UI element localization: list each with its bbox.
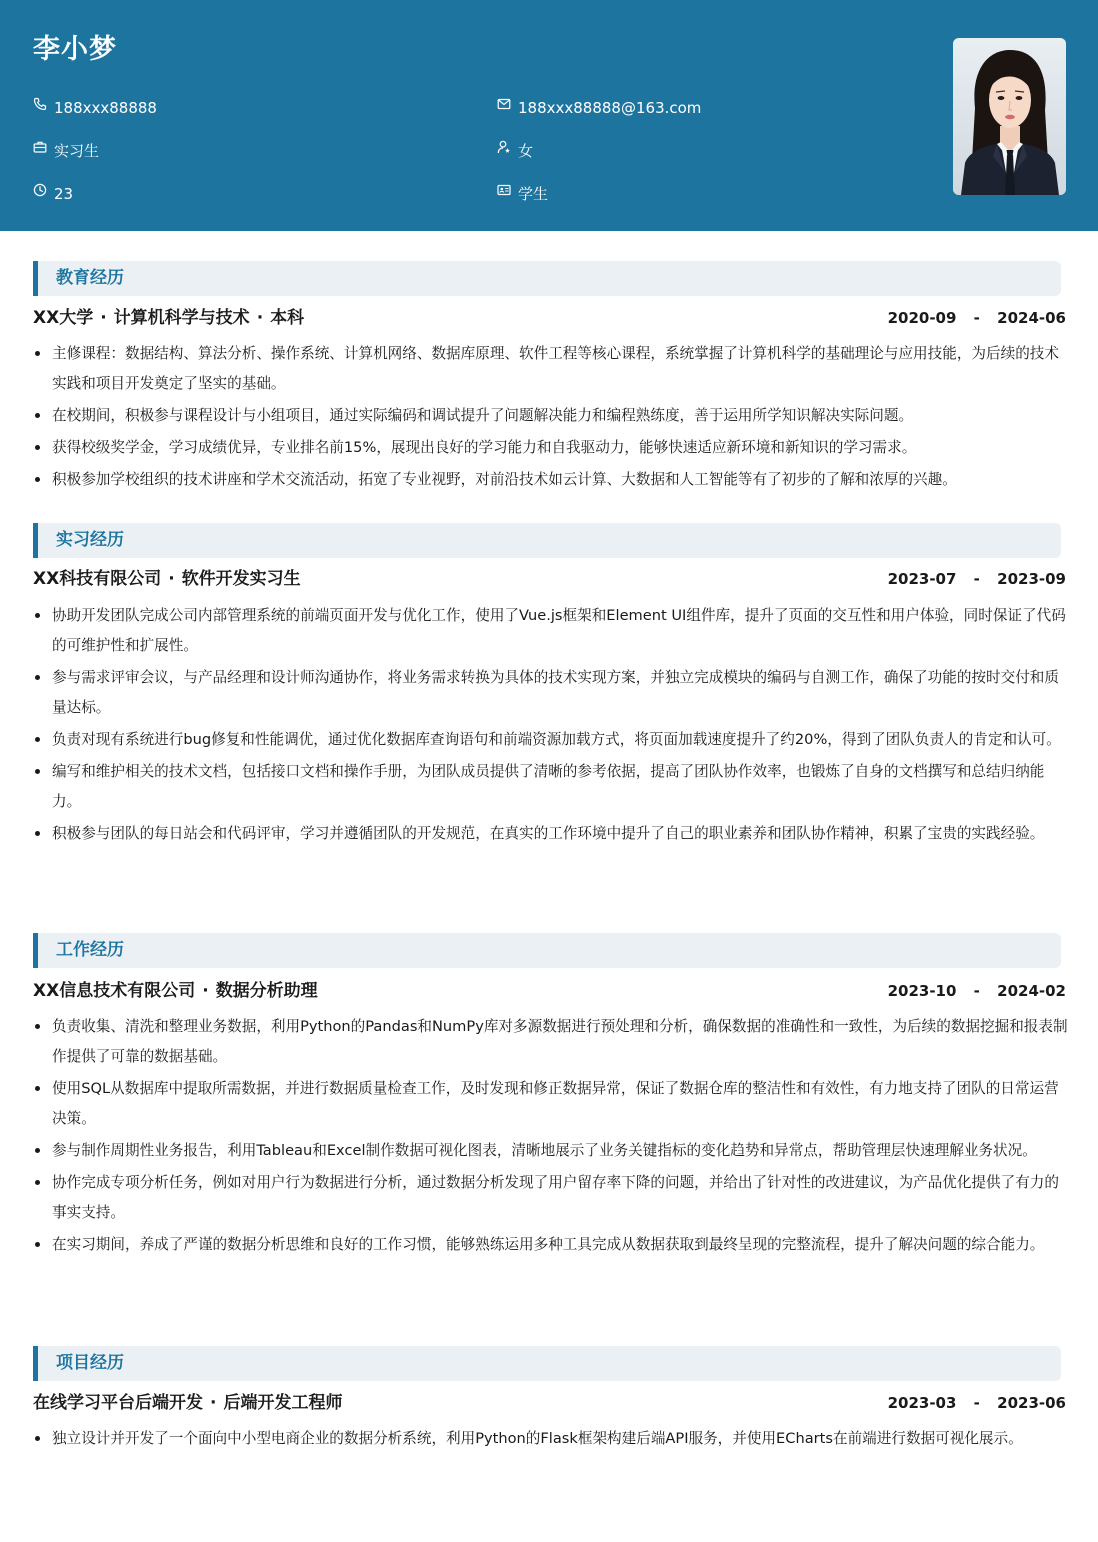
entry-date-range bbox=[888, 567, 1066, 591]
role-name: 软件开发实习生 bbox=[181, 569, 301, 589]
list-item: 获得校级奖学金，学习成绩优异，专业排名前15%，展现出良好的学习能力和自我驱动力，能够快速适应新环境和新知识的学习需求。 bbox=[33, 433, 1069, 463]
education-entry bbox=[33, 306, 1066, 330]
degree-name: 本科 bbox=[270, 308, 305, 328]
email-info bbox=[497, 98, 701, 118]
list-item: 使用SQL从数据库中提取所需数据，并进行数据质量检查工作，及时发现和修正数据异常，保证了数据仓库的整洁性和有效性，有力地支持了团队的日常运营决策。 bbox=[33, 1074, 1069, 1134]
date-separator: - bbox=[973, 309, 980, 327]
mail-icon bbox=[497, 97, 511, 111]
section-title: 实习经历 bbox=[56, 530, 124, 550]
phone-icon bbox=[33, 97, 47, 111]
start-date: 2023-10 bbox=[887, 982, 957, 1000]
major-name: 计算机科学与技术 bbox=[113, 308, 250, 328]
age-info bbox=[33, 184, 73, 204]
section-header-internship bbox=[33, 523, 1061, 558]
end-date: 2023-06 bbox=[997, 1394, 1066, 1412]
list-item: 参与制作周期性业务报告，利用Tableau和Excel制作数据可视化图表，清晰地展示了业务关键指标的变化趋势和异常点，帮助管理层快速理解业务状况。 bbox=[33, 1136, 1069, 1166]
email-text: 188xxx88888@163.com bbox=[518, 99, 702, 117]
section-title: 项目经历 bbox=[56, 1353, 124, 1373]
job-status-info bbox=[33, 141, 99, 161]
age-text: 23 bbox=[54, 185, 74, 203]
start-date: 2023-03 bbox=[887, 1394, 957, 1412]
end-date: 2024-06 bbox=[997, 309, 1066, 327]
project-bullet-list bbox=[33, 1424, 1069, 1456]
end-date: 2024-02 bbox=[997, 982, 1066, 1000]
internship-bullet-list bbox=[33, 601, 1069, 851]
gender-info bbox=[497, 141, 533, 161]
list-item: 负责对现有系统进行bug修复和性能调优，通过优化数据库查询语句和前端资源加载方式，将页面加载速度提升了约20%，得到了团队负责人的肯定和认可。 bbox=[33, 725, 1069, 755]
role-name: 数据分析助理 bbox=[215, 981, 318, 1001]
section-title: 教育经历 bbox=[56, 268, 124, 288]
list-item: 参与需求评审会议，与产品经理和设计师沟通协作，将业务需求转换为具体的技术实现方案，并独立完成模块的编码与自测工作，确保了功能的按时交付和质量达标。 bbox=[33, 663, 1069, 723]
id-card-icon bbox=[497, 183, 511, 197]
project-name: 在线学习平台后端开发 bbox=[33, 1393, 203, 1413]
date-separator: - bbox=[973, 982, 980, 1000]
end-date: 2023-09 bbox=[997, 570, 1066, 588]
school-name: XX大学 bbox=[33, 308, 94, 328]
company-name: XX信息技术有限公司 bbox=[33, 981, 196, 1001]
resume-header bbox=[0, 0, 1098, 231]
identity-text: 学生 bbox=[518, 185, 549, 203]
list-item: 负责收集、清洗和整理业务数据，利用Python的Pandas和NumPy库对多源数据进行预处理和分析，确保数据的准确性和一致性，为后续的数据挖掘和报表制作提供了可靠的数据基础。 bbox=[33, 1012, 1069, 1072]
education-bullet-list bbox=[33, 339, 1069, 497]
user-star-icon bbox=[497, 140, 511, 154]
entry-title: 在线学习平台后端开发 · 后端开发工程师 bbox=[33, 1393, 343, 1413]
gender-text: 女 bbox=[518, 142, 534, 160]
phone-info bbox=[33, 98, 157, 118]
briefcase-icon bbox=[33, 140, 47, 154]
entry-date-range bbox=[888, 1391, 1066, 1415]
company-name: XX科技有限公司 bbox=[33, 569, 162, 589]
entry-title: XX科技有限公司 · 软件开发实习生 bbox=[33, 569, 301, 589]
list-item: 主修课程：数据结构、算法分析、操作系统、计算机网络、数据库原理、软件工程等核心课程，系统掌握了计算机科学的基础理论与应用技能，为后续的技术实践和项目开发奠定了坚实的基础。 bbox=[33, 339, 1069, 399]
identity-info bbox=[497, 184, 548, 204]
portrait-image bbox=[953, 38, 1066, 195]
list-item: 协作完成专项分析任务，例如对用户行为数据进行分析，通过数据分析发现了用户留存率下降的问题，并给出了针对性的改进建议，为产品优化提供了有力的事实支持。 bbox=[33, 1168, 1069, 1228]
list-item: 积极参加学校组织的技术讲座和学术交流活动，拓宽了专业视野，对前沿技术如云计算、大数据和人工智能等有了初步的了解和浓厚的兴趣。 bbox=[33, 465, 1069, 495]
start-date: 2020-09 bbox=[887, 309, 957, 327]
role-name: 后端开发工程师 bbox=[223, 1393, 343, 1413]
list-item: 在实习期间，养成了严谨的数据分析思维和良好的工作习惯，能够熟练运用多种工具完成从数据获取到最终呈现的完整流程，提升了解决问题的综合能力。 bbox=[33, 1230, 1069, 1260]
internship-entry bbox=[33, 567, 1066, 591]
date-separator: - bbox=[973, 570, 980, 588]
list-item: 独立设计并开发了一个面向中小型电商企业的数据分析系统，利用Python的Flask框架构建后端API服务，并使用ECharts在前端进行数据可视化展示。 bbox=[33, 1424, 1069, 1454]
list-item: 编写和维护相关的技术文档，包括接口文档和操作手册，为团队成员提供了清晰的参考依据，提高了团队协作效率，也锻炼了自身的文档撰写和总结归纳能力。 bbox=[33, 757, 1069, 817]
entry-date-range bbox=[888, 306, 1066, 330]
section-header-work bbox=[33, 933, 1061, 968]
entry-title: XX大学 · 计算机科学与技术 · 本科 bbox=[33, 308, 305, 328]
profile-photo bbox=[953, 38, 1066, 195]
job-status-text: 实习生 bbox=[54, 142, 100, 160]
list-item: 协助开发团队完成公司内部管理系统的前端页面开发与优化工作，使用了Vue.js框架和Element UI组件库，提升了页面的交互性和用户体验，同时保证了代码的可维护性和扩展性。 bbox=[33, 601, 1069, 661]
candidate-name: 李小梦 bbox=[33, 34, 117, 65]
clock-icon bbox=[33, 183, 47, 197]
section-header-education bbox=[33, 261, 1061, 296]
section-header-project bbox=[33, 1346, 1061, 1381]
project-entry bbox=[33, 1391, 1066, 1415]
entry-title: XX信息技术有限公司 · 数据分析助理 bbox=[33, 981, 318, 1001]
date-separator: - bbox=[973, 1394, 980, 1412]
work-bullet-list bbox=[33, 1012, 1069, 1262]
entry-date-range bbox=[888, 979, 1066, 1003]
list-item: 在校期间，积极参与课程设计与小组项目，通过实际编码和调试提升了问题解决能力和编程熟练度，善于运用所学知识解决实际问题。 bbox=[33, 401, 1069, 431]
work-entry bbox=[33, 979, 1066, 1003]
section-title: 工作经历 bbox=[56, 940, 124, 960]
list-item: 积极参与团队的每日站会和代码评审，学习并遵循团队的开发规范，在真实的工作环境中提升了自己的职业素养和团队协作精神，积累了宝贵的实践经验。 bbox=[33, 819, 1069, 849]
phone-text: 188xxx88888 bbox=[54, 99, 157, 117]
start-date: 2023-07 bbox=[887, 570, 957, 588]
